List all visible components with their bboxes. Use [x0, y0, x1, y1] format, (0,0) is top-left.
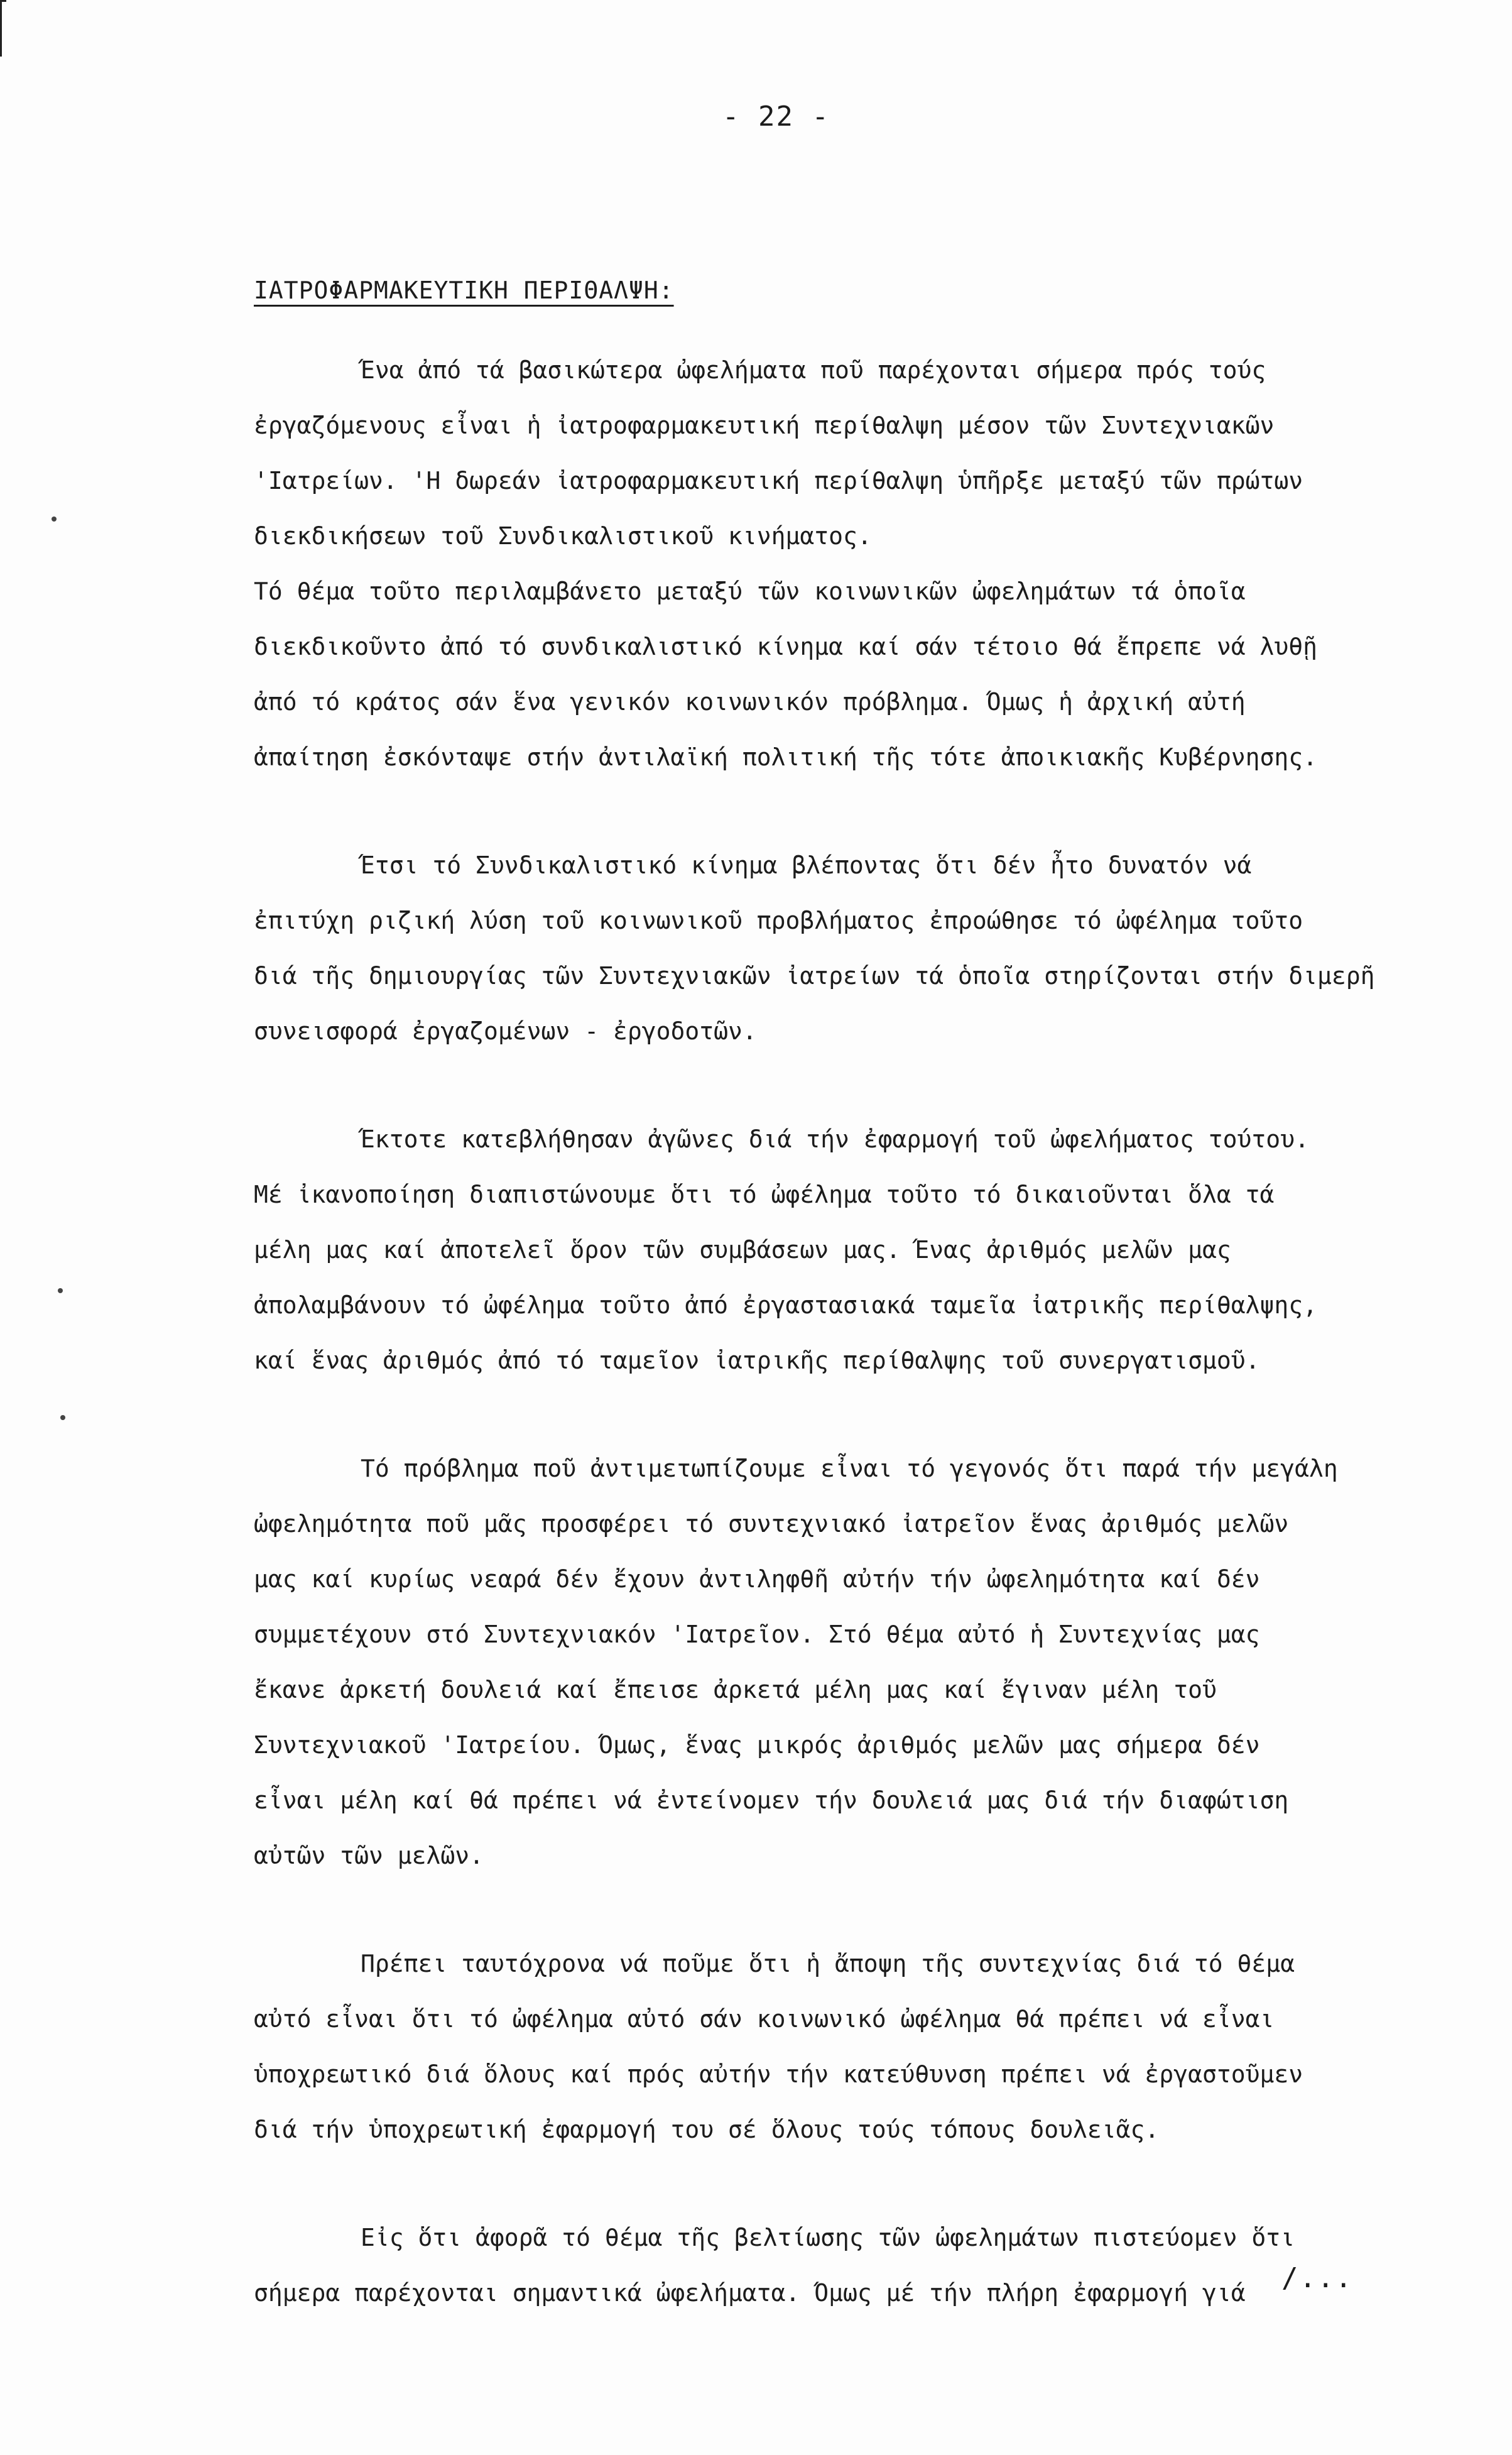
paragraph-5 — [254, 1936, 1485, 2157]
text-line: μας καί κυρίως νεαρά δέν ἔχουν ἀντιληφθῆ αὐτήν τήν ὠφελημότητα καί δέν — [254, 1565, 1260, 1593]
scan-edge-mark — [0, 0, 6, 57]
text-line: ἐπιτύχη ριζική λύση τοῦ κοινωνικοῦ προβλήματος ἐπροώθησε τό ὠφέλημα τοῦτο — [254, 907, 1303, 934]
text-line: διά τήν ὑποχρεωτική ἐφαρμογή του σέ ὅλους τούς τόπους δουλειᾶς. — [254, 2116, 1160, 2143]
paragraph-3 — [254, 1112, 1485, 1388]
continuation-mark: /... — [1281, 2262, 1353, 2294]
body-text — [254, 342, 1485, 2373]
text-line: διά τῆς δημιουργίας τῶν Συντεχνιακῶν ἰατρείων τά ὁποῖα στηρίζονται στήν διμερῆ — [254, 962, 1375, 990]
text-line: μέλη μας καί ἀποτελεῖ ὅρον τῶν συμβάσεων μας. Ένας ἀριθμός μελῶν μας — [254, 1236, 1231, 1264]
text-line: αὐτῶν τῶν μελῶν. — [254, 1842, 484, 1869]
text-line: Πρέπει ταυτόχρονα νά ποῦμε ὅτι ἡ ἄποψη τῆς συντεχνίας διά τό θέμα — [361, 1950, 1295, 1977]
scan-speck — [52, 517, 57, 522]
text-line: ὑποχρεωτικό διά ὅλους καί πρός αὐτήν τήν κατεύθυνση πρέπει νά ἐργαστοῦμεν — [254, 2060, 1303, 2088]
paragraph-4 — [254, 1441, 1485, 1883]
text-line: καί ἕνας ἀριθμός ἀπό τό ταμεῖον ἰατρικῆς περίθαλψης τοῦ συνεργατισμοῦ. — [254, 1347, 1260, 1374]
text-line: Ένα ἀπό τά βασικώτερα ὠφελήματα ποῦ παρέχονται σήμερα πρός τούς — [361, 356, 1266, 384]
text-line: Τό πρόβλημα ποῦ ἀντιμετωπίζουμε εἶναι τό γεγονός ὅτι παρά τήν μεγάλη — [361, 1455, 1338, 1482]
scan-speck — [58, 1288, 63, 1293]
paragraph-2 — [254, 838, 1485, 1059]
text-line: ἀπολαμβάνουν τό ὠφέλημα τοῦτο ἀπό ἐργαστασιακά ταμεῖα ἰατρικῆς περίθαλψης, — [254, 1291, 1317, 1319]
text-line: διεκδικοῦντο ἀπό τό συνδικαλιστικό κίνημα καί σάν τέτοιο θά ἔπρεπε νά λυθῇ — [254, 633, 1317, 660]
text-line: ἐργαζόμενους εἶναι ἡ ἰατροφαρμακευτική περίθαλψη μέσον τῶν Συντεχνιακῶν — [254, 412, 1275, 439]
text-line: σήμερα παρέχονται σημαντικά ὠφελήματα. Όμως μέ τήν πλήρη ἐφαρμογή γιά — [254, 2279, 1246, 2307]
page-number: - 22 - — [722, 101, 830, 133]
scan-speck — [60, 1415, 65, 1420]
section-heading: ΙΑΤΡΟΦΑΡΜΑΚΕΥΤΙΚΗ ΠΕΡΙΘΑΛΨΗ: — [254, 276, 674, 304]
text-line: Μέ ἰκανοποίηση διαπιστώνουμε ὅτι τό ὠφέλημα τοῦτο τό δικαιοῦνται ὅλα τά — [254, 1181, 1275, 1208]
text-line: Τό θέμα τοῦτο περιλαμβάνετο μεταξύ τῶν κοινωνικῶν ὠφελημάτων τά ὁποῖα — [254, 577, 1246, 605]
text-line: Έκτοτε κατεβλήθησαν ἀγῶνες διά τήν ἐφαρμογή τοῦ ὠφελήματος τούτου. — [361, 1125, 1309, 1153]
text-line: ἀπαίτηση ἐσκόνταψε στήν ἀντιλαϊκή πολιτική τῆς τότε ἀποικιακῆς Κυβέρνησης. — [254, 743, 1317, 771]
text-line: ἀπό τό κράτος σάν ἕνα γενικόν κοινωνικόν πρόβλημα. Όμως ἡ ἀρχική αὐτή — [254, 688, 1246, 716]
text-line: Εἰς ὅτι ἀφορᾶ τό θέμα τῆς βελτίωσης τῶν ὠφελημάτων πιστεύομεν ὅτι — [361, 2224, 1295, 2251]
text-line: διεκδικήσεων τοῦ Συνδικαλιστικοῦ κινήματος. — [254, 522, 872, 550]
text-line: Έτσι τό Συνδικαλιστικό κίνημα βλέποντας ὅτι δέν ἦτο δυνατόν νά — [361, 851, 1252, 879]
text-line: αὐτό εἶναι ὅτι τό ὠφέλημα αὐτό σάν κοινωνικό ὠφέλημα θά πρέπει νά εἶναι — [254, 2005, 1275, 2033]
text-line: Συντεχνιακοῦ 'Ιατρείου. Όμως, ἕνας μικρός ἀριθμός μελῶν μας σήμερα δέν — [254, 1731, 1260, 1759]
paragraph-1 — [254, 342, 1485, 785]
text-line: συνεισφορά ἐργαζομένων - ἐργοδοτῶν. — [254, 1017, 757, 1045]
text-line: εἶναι μέλη καί θά πρέπει νά ἐντείνομεν τήν δουλειά μας διά τήν διαφώτιση — [254, 1786, 1289, 1814]
text-line: ἔκανε ἀρκετή δουλειά καί ἔπεισε ἀρκετά μέλη μας καί ἔγιναν μέλη τοῦ — [254, 1676, 1217, 1703]
text-line: συμμετέχουν στό Συντεχνιακόν 'Ιατρεῖον. Στό θέμα αὐτό ἡ Συντεχνίας μας — [254, 1621, 1260, 1648]
text-line: 'Ιατρείων. 'Η δωρεάν ἰατροφαρμακευτική περίθαλψη ὑπῆρξε μεταξύ τῶν πρώτων — [254, 467, 1303, 495]
text-line: ὠφελημότητα ποῦ μᾶς προσφέρει τό συντεχνιακό ἰατρεῖον ἕνας ἀριθμός μελῶν — [254, 1510, 1289, 1538]
